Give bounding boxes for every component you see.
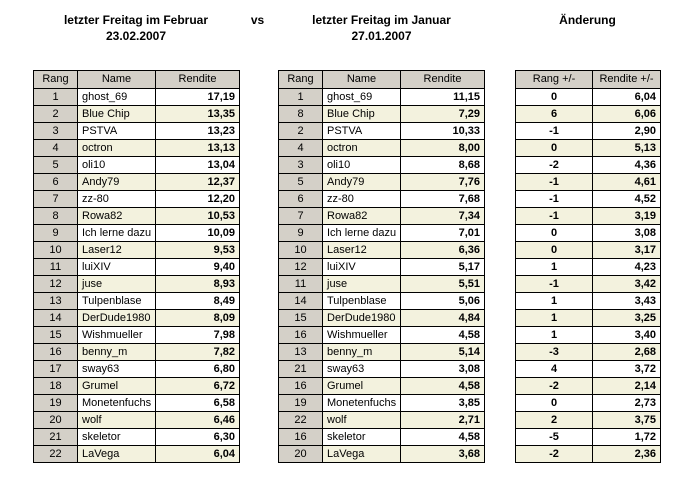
rendite-cell: 6,58 bbox=[156, 395, 240, 412]
table-row bbox=[34, 378, 240, 395]
table-row bbox=[279, 276, 485, 293]
table-row bbox=[279, 259, 485, 276]
rendite-cell: 13,13 bbox=[156, 140, 240, 157]
rang-cell: 8 bbox=[279, 106, 323, 123]
name-cell: PSTVA bbox=[323, 123, 401, 140]
name-cell: Grumel bbox=[323, 378, 401, 395]
january-title-block bbox=[278, 12, 485, 44]
table-row bbox=[516, 106, 661, 123]
rendite-cell: 6,72 bbox=[156, 378, 240, 395]
table-row bbox=[34, 344, 240, 361]
table-row bbox=[34, 429, 240, 446]
rendite-cell: 3,68 bbox=[401, 446, 485, 463]
rendite-cell: 4,58 bbox=[401, 378, 485, 395]
table-row bbox=[34, 242, 240, 259]
rang-cell: 19 bbox=[34, 395, 78, 412]
table-row bbox=[34, 225, 240, 242]
rang-change-cell: -5 bbox=[516, 429, 593, 446]
rang-change-cell: -3 bbox=[516, 344, 593, 361]
february-title: letzter Freitag im Februar bbox=[63, 13, 209, 27]
name-cell: ghost_69 bbox=[78, 89, 156, 106]
rang-cell: 7 bbox=[34, 191, 78, 208]
name-cell: Laser12 bbox=[78, 242, 156, 259]
name-cell: PSTVA bbox=[78, 123, 156, 140]
rang-cell: 6 bbox=[34, 174, 78, 191]
rang-change-cell: 1 bbox=[516, 310, 593, 327]
name-cell: Wishmueller bbox=[78, 327, 156, 344]
rendite-cell: 5,17 bbox=[401, 259, 485, 276]
rendite-cell: 6,36 bbox=[401, 242, 485, 259]
rang-cell: 16 bbox=[279, 327, 323, 344]
name-cell: Monetenfuchs bbox=[78, 395, 156, 412]
rang-change-cell: 0 bbox=[516, 242, 593, 259]
table-row bbox=[516, 361, 661, 378]
rendite-change-cell: 3,42 bbox=[593, 276, 661, 293]
rendite-cell: 2,71 bbox=[401, 412, 485, 429]
change-title-block bbox=[515, 12, 660, 28]
table-row bbox=[516, 225, 661, 242]
table-row bbox=[516, 208, 661, 225]
name-cell: luiXIV bbox=[78, 259, 156, 276]
rang-cell: 4 bbox=[279, 140, 323, 157]
rendite-cell: 10,09 bbox=[156, 225, 240, 242]
rang-cell: 13 bbox=[279, 344, 323, 361]
table-row bbox=[516, 344, 661, 361]
rang-change-cell: 0 bbox=[516, 395, 593, 412]
table-row bbox=[279, 429, 485, 446]
table-row bbox=[279, 242, 485, 259]
table-row bbox=[279, 140, 485, 157]
january-ranking-table bbox=[278, 70, 485, 463]
table-row bbox=[516, 310, 661, 327]
rang-cell: 22 bbox=[279, 412, 323, 429]
table-row bbox=[279, 310, 485, 327]
table-row bbox=[516, 140, 661, 157]
rang-cell: 20 bbox=[34, 412, 78, 429]
table-row bbox=[516, 446, 661, 463]
header-row bbox=[516, 71, 661, 89]
rang-cell: 5 bbox=[34, 157, 78, 174]
rendite-change-cell: 4,36 bbox=[593, 157, 661, 174]
table-row bbox=[279, 378, 485, 395]
rendite-change-cell: 4,23 bbox=[593, 259, 661, 276]
rang-cell: 9 bbox=[34, 225, 78, 242]
rendite-cell: 3,85 bbox=[401, 395, 485, 412]
rendite-cell: 7,68 bbox=[401, 191, 485, 208]
name-cell: Laser12 bbox=[323, 242, 401, 259]
rang-change-cell: -1 bbox=[516, 174, 593, 191]
name-cell: Rowa82 bbox=[323, 208, 401, 225]
rendite-change-cell: 3,08 bbox=[593, 225, 661, 242]
rendite-cell: 7,34 bbox=[401, 208, 485, 225]
rendite-cell: 7,82 bbox=[156, 344, 240, 361]
rendite-cell: 12,37 bbox=[156, 174, 240, 191]
rang-change-cell: 1 bbox=[516, 327, 593, 344]
rendite-cell: 13,04 bbox=[156, 157, 240, 174]
name-cell: skeletor bbox=[323, 429, 401, 446]
table-row bbox=[516, 89, 661, 106]
name-cell: oli10 bbox=[323, 157, 401, 174]
name-cell: zz-80 bbox=[323, 191, 401, 208]
name-cell: ghost_69 bbox=[323, 89, 401, 106]
name-cell: LaVega bbox=[78, 446, 156, 463]
rang-cell: 22 bbox=[34, 446, 78, 463]
name-cell: luiXIV bbox=[323, 259, 401, 276]
table-row bbox=[34, 140, 240, 157]
table-row bbox=[34, 191, 240, 208]
column-header: Rendite bbox=[401, 71, 485, 89]
table-row bbox=[34, 208, 240, 225]
rendite-change-cell: 2,90 bbox=[593, 123, 661, 140]
table-row bbox=[279, 293, 485, 310]
table-row bbox=[279, 157, 485, 174]
table-row bbox=[34, 174, 240, 191]
name-cell: benny_m bbox=[323, 344, 401, 361]
rang-change-cell: 6 bbox=[516, 106, 593, 123]
name-cell: skeletor bbox=[78, 429, 156, 446]
rendite-change-cell: 3,72 bbox=[593, 361, 661, 378]
table-row bbox=[279, 106, 485, 123]
rendite-cell: 5,06 bbox=[401, 293, 485, 310]
table-row bbox=[516, 412, 661, 429]
rang-change-cell: 2 bbox=[516, 412, 593, 429]
table-row bbox=[34, 123, 240, 140]
rendite-cell: 8,09 bbox=[156, 310, 240, 327]
rendite-change-cell: 3,40 bbox=[593, 327, 661, 344]
name-cell: Grumel bbox=[78, 378, 156, 395]
name-cell: octron bbox=[78, 140, 156, 157]
rang-change-cell: -2 bbox=[516, 446, 593, 463]
rang-cell: 6 bbox=[279, 191, 323, 208]
rendite-cell: 8,68 bbox=[401, 157, 485, 174]
name-cell: Blue Chip bbox=[78, 106, 156, 123]
rang-cell: 2 bbox=[34, 106, 78, 123]
table-row bbox=[279, 89, 485, 106]
rendite-cell: 11,15 bbox=[401, 89, 485, 106]
rendite-cell: 17,19 bbox=[156, 89, 240, 106]
table-row bbox=[279, 327, 485, 344]
name-cell: sway63 bbox=[323, 361, 401, 378]
rendite-change-cell: 6,04 bbox=[593, 89, 661, 106]
table-row bbox=[279, 225, 485, 242]
table-row bbox=[516, 429, 661, 446]
name-cell: benny_m bbox=[78, 344, 156, 361]
table-row bbox=[516, 191, 661, 208]
table-row bbox=[516, 259, 661, 276]
rendite-change-cell: 3,75 bbox=[593, 412, 661, 429]
rang-cell: 15 bbox=[34, 327, 78, 344]
rendite-cell: 6,80 bbox=[156, 361, 240, 378]
rang-cell: 19 bbox=[279, 395, 323, 412]
rendite-cell: 8,49 bbox=[156, 293, 240, 310]
table-row bbox=[279, 361, 485, 378]
rendite-cell: 7,29 bbox=[401, 106, 485, 123]
name-cell: LaVega bbox=[323, 446, 401, 463]
rendite-cell: 5,14 bbox=[401, 344, 485, 361]
rang-change-cell: -1 bbox=[516, 276, 593, 293]
table-row bbox=[34, 327, 240, 344]
name-cell: Ich lerne dazu bbox=[323, 225, 401, 242]
rang-cell: 1 bbox=[34, 89, 78, 106]
rang-cell: 16 bbox=[279, 378, 323, 395]
rang-change-cell: -1 bbox=[516, 208, 593, 225]
rendite-cell: 6,30 bbox=[156, 429, 240, 446]
rendite-cell: 10,53 bbox=[156, 208, 240, 225]
rang-change-cell: 1 bbox=[516, 293, 593, 310]
rendite-change-cell: 3,25 bbox=[593, 310, 661, 327]
name-cell: Monetenfuchs bbox=[323, 395, 401, 412]
rendite-change-cell: 2,68 bbox=[593, 344, 661, 361]
name-cell: octron bbox=[323, 140, 401, 157]
rang-cell: 17 bbox=[34, 361, 78, 378]
name-cell: Blue Chip bbox=[323, 106, 401, 123]
table-row bbox=[516, 327, 661, 344]
name-cell: Wishmueller bbox=[323, 327, 401, 344]
column-header: Rang +/- bbox=[516, 71, 593, 89]
rendite-cell: 13,23 bbox=[156, 123, 240, 140]
rang-cell: 13 bbox=[34, 293, 78, 310]
table-row bbox=[34, 157, 240, 174]
table-row bbox=[516, 242, 661, 259]
name-cell: Andy79 bbox=[78, 174, 156, 191]
rang-change-cell: -1 bbox=[516, 191, 593, 208]
rang-cell: 8 bbox=[34, 208, 78, 225]
rang-cell: 4 bbox=[34, 140, 78, 157]
table-row bbox=[516, 157, 661, 174]
rang-cell: 21 bbox=[279, 361, 323, 378]
rendite-change-cell: 2,36 bbox=[593, 446, 661, 463]
rang-cell: 11 bbox=[34, 259, 78, 276]
name-cell: Rowa82 bbox=[78, 208, 156, 225]
rendite-change-cell: 5,13 bbox=[593, 140, 661, 157]
table-row bbox=[279, 208, 485, 225]
table-row bbox=[34, 89, 240, 106]
name-cell: juse bbox=[323, 276, 401, 293]
column-header: Rang bbox=[34, 71, 78, 89]
rang-cell: 14 bbox=[34, 310, 78, 327]
rendite-cell: 7,98 bbox=[156, 327, 240, 344]
rang-cell: 16 bbox=[34, 344, 78, 361]
name-cell: Tulpenblase bbox=[78, 293, 156, 310]
rang-cell: 18 bbox=[34, 378, 78, 395]
february-ranking-table bbox=[33, 70, 240, 463]
column-header: Name bbox=[323, 71, 401, 89]
rendite-cell: 9,40 bbox=[156, 259, 240, 276]
rang-cell: 3 bbox=[34, 123, 78, 140]
rendite-cell: 9,53 bbox=[156, 242, 240, 259]
rang-cell: 12 bbox=[279, 259, 323, 276]
rendite-cell: 8,93 bbox=[156, 276, 240, 293]
rendite-change-cell: 3,43 bbox=[593, 293, 661, 310]
rang-cell: 12 bbox=[34, 276, 78, 293]
table-row bbox=[279, 395, 485, 412]
column-header: Rang bbox=[279, 71, 323, 89]
name-cell: oli10 bbox=[78, 157, 156, 174]
column-header: Name bbox=[78, 71, 156, 89]
february-title-block bbox=[33, 12, 239, 44]
table-row bbox=[516, 174, 661, 191]
name-cell: wolf bbox=[323, 412, 401, 429]
table-row bbox=[516, 276, 661, 293]
name-cell: Andy79 bbox=[323, 174, 401, 191]
table-row bbox=[279, 446, 485, 463]
rendite-cell: 5,51 bbox=[401, 276, 485, 293]
table-row bbox=[516, 123, 661, 140]
name-cell: juse bbox=[78, 276, 156, 293]
table-row bbox=[516, 395, 661, 412]
rang-cell: 9 bbox=[279, 225, 323, 242]
rendite-change-cell: 3,19 bbox=[593, 208, 661, 225]
table-row bbox=[279, 412, 485, 429]
rang-change-cell: 0 bbox=[516, 140, 593, 157]
rendite-cell: 6,46 bbox=[156, 412, 240, 429]
rendite-cell: 12,20 bbox=[156, 191, 240, 208]
table-row bbox=[34, 361, 240, 378]
rang-change-cell: 0 bbox=[516, 225, 593, 242]
rang-cell: 11 bbox=[279, 276, 323, 293]
rang-cell: 1 bbox=[279, 89, 323, 106]
table-row bbox=[34, 395, 240, 412]
rang-cell: 2 bbox=[279, 123, 323, 140]
rendite-cell: 7,01 bbox=[401, 225, 485, 242]
change-title: Änderung bbox=[559, 13, 616, 27]
rendite-cell: 6,04 bbox=[156, 446, 240, 463]
table-row bbox=[34, 259, 240, 276]
name-cell: Tulpenblase bbox=[323, 293, 401, 310]
rang-cell: 7 bbox=[279, 208, 323, 225]
table-row bbox=[516, 293, 661, 310]
rang-change-cell: -1 bbox=[516, 123, 593, 140]
rendite-cell: 4,58 bbox=[401, 327, 485, 344]
rang-cell: 10 bbox=[279, 242, 323, 259]
table-row bbox=[34, 310, 240, 327]
vs-label: vs bbox=[250, 13, 265, 27]
rendite-change-cell: 2,73 bbox=[593, 395, 661, 412]
rendite-cell: 4,84 bbox=[401, 310, 485, 327]
rang-cell: 3 bbox=[279, 157, 323, 174]
header-row bbox=[34, 71, 240, 89]
rendite-cell: 3,08 bbox=[401, 361, 485, 378]
rang-change-cell: -2 bbox=[516, 157, 593, 174]
table-row bbox=[279, 123, 485, 140]
table-row bbox=[516, 378, 661, 395]
rendite-cell: 10,33 bbox=[401, 123, 485, 140]
rendite-cell: 4,58 bbox=[401, 429, 485, 446]
name-cell: DerDude1980 bbox=[323, 310, 401, 327]
table-row bbox=[34, 276, 240, 293]
rang-cell: 10 bbox=[34, 242, 78, 259]
rendite-cell: 8,00 bbox=[401, 140, 485, 157]
table-row bbox=[279, 191, 485, 208]
rang-cell: 16 bbox=[279, 429, 323, 446]
header-row bbox=[279, 71, 485, 89]
rang-cell: 5 bbox=[279, 174, 323, 191]
column-header: Rendite bbox=[156, 71, 240, 89]
rang-cell: 14 bbox=[279, 293, 323, 310]
rendite-change-cell: 3,17 bbox=[593, 242, 661, 259]
january-date: 27.01.2007 bbox=[351, 29, 412, 43]
name-cell: DerDude1980 bbox=[78, 310, 156, 327]
table-row bbox=[34, 412, 240, 429]
january-title: letzter Freitag im Januar bbox=[312, 13, 451, 27]
name-cell: zz-80 bbox=[78, 191, 156, 208]
rang-change-cell: -2 bbox=[516, 378, 593, 395]
name-cell: Ich lerne dazu bbox=[78, 225, 156, 242]
rendite-change-cell: 4,52 bbox=[593, 191, 661, 208]
table-row bbox=[34, 446, 240, 463]
rang-change-cell: 4 bbox=[516, 361, 593, 378]
table-row bbox=[279, 174, 485, 191]
name-cell: wolf bbox=[78, 412, 156, 429]
rendite-change-cell: 6,06 bbox=[593, 106, 661, 123]
rang-change-cell: 1 bbox=[516, 259, 593, 276]
rang-change-cell: 0 bbox=[516, 89, 593, 106]
rendite-change-cell: 2,14 bbox=[593, 378, 661, 395]
rang-cell: 21 bbox=[34, 429, 78, 446]
rang-cell: 15 bbox=[279, 310, 323, 327]
table-row bbox=[34, 293, 240, 310]
rang-cell: 20 bbox=[279, 446, 323, 463]
rendite-cell: 13,35 bbox=[156, 106, 240, 123]
rendite-cell: 7,76 bbox=[401, 174, 485, 191]
name-cell: sway63 bbox=[78, 361, 156, 378]
rendite-change-cell: 1,72 bbox=[593, 429, 661, 446]
february-date: 23.02.2007 bbox=[105, 29, 167, 43]
table-row bbox=[34, 106, 240, 123]
table-row bbox=[279, 344, 485, 361]
rendite-change-cell: 4,61 bbox=[593, 174, 661, 191]
column-header: Rendite +/- bbox=[593, 71, 661, 89]
change-table bbox=[515, 70, 661, 463]
